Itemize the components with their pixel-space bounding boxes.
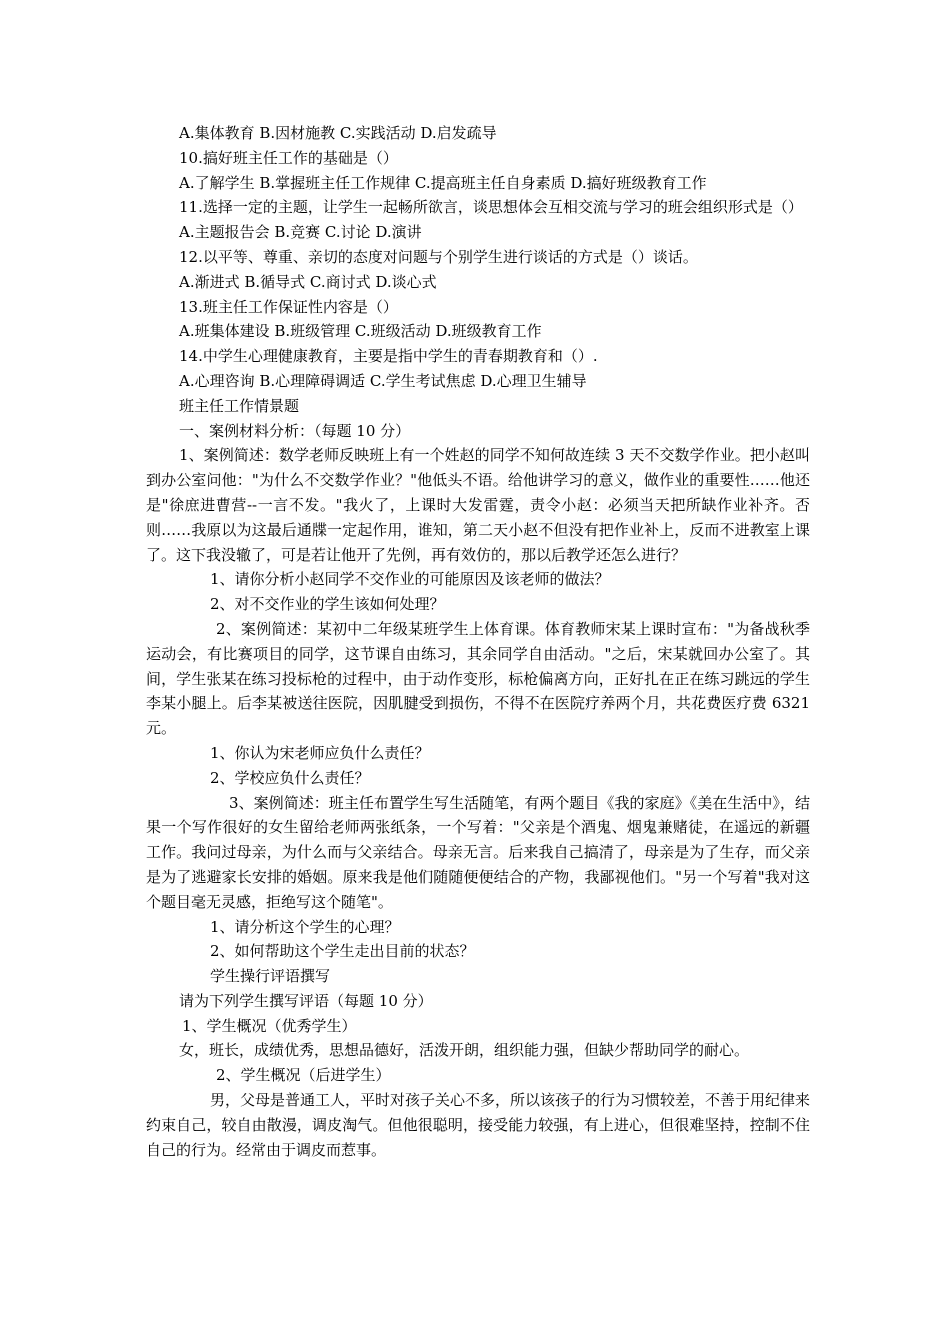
paragraph: 11.选择一定的主题，让学生一起畅所欲言，谈思想体会互相交流与学习的班会组织形式是（）	[179, 198, 803, 217]
paragraph: 男，父母是普通工人，平时对孩子关心不多，所以该孩子的行为习惯较差，不善于用纪律来约束自己，较自由散漫，调皮淘气。但他很聪明，接受能力较强，有上进心，但很难坚持，控制不住自己的行为。经常由于调皮而惹事。	[146, 1091, 811, 1159]
paragraph: A.心理咨询 B.心理障碍调适 C.学生考试焦虑 D.心理卫生辅导	[179, 371, 587, 390]
paragraph: 1、请分析这个学生的心理？	[210, 917, 400, 936]
paragraph: 一、案例材料分析：（每题 10 分）	[179, 421, 411, 440]
paragraph: 2、对不交作业的学生该如何处理？	[210, 595, 445, 614]
paragraph: A.渐进式 B.循导式 C.商讨式 D.谈心式	[179, 272, 437, 291]
paragraph: 2、案例简述：某初中二年级某班学生上体育课。体育教师宋某上课时宣布："为备战秋季运动会，有比赛项目的同学，这节课自由练习，其余同学自由活动。"之后，宋某就回办公室了。其间，学生张某在练习投标枪的过程中，由于动作变形，标枪偏离方向，正好扎在正在练习跳远的学生李某小腿上。后李某被送往医院，因肌腱受到损伤，不得不在医院疗养两个月，共花费医疗费 6321 元。	[146, 619, 810, 738]
paragraph: 学生操行评语撰写	[210, 967, 331, 986]
paragraph: 3、案例简述：班主任布置学生写生活随笔，有两个题目《我的家庭》《美在生活中》，结果一个写作很好的女生留给老师两张纸条，一个写着："父亲是个酒鬼、烟鬼兼赌徒，在遥远的新疆工作。我问过母亲，为什么而与父亲结合。母亲无言。后来我自己搞清了，母亲是为了生存，而父亲是为了逃避家长安排的婚姻。原来我是他们随随便便结合的产物，我鄙视他们。"另一个写着"我对这个题目毫无灵感，拒绝写这个随笔"。	[146, 793, 810, 911]
paragraph: 1、案例简述：数学老师反映班上有一个姓赵的同学不知何故连续 3 天不交数学作业。把小赵叫到办公室问他："为什么不交数学作业？"他低头不语。给他讲学习的意义，做作业的重要性……他还是"徐庶进曹营--一言不发。"我火了，上课时大发雷霆，责令小赵：必须当天把所缺作业补齐。否则……我原以为这最后通牒一定起作用，谁知，第二天小赵不但没有把作业补上，反而不进教室上课了。这下我没辙了，可是若让他开了先例，再有效仿的，那以后教学还怎么进行？	[146, 446, 810, 564]
paragraph: A.了解学生 B.掌握班主任工作规律 C.提高班主任自身素质 D.搞好班级教育工作	[179, 173, 707, 192]
paragraph: 班主任工作情景题	[179, 396, 300, 415]
paragraph: 14.中学生心理健康教育，主要是指中学生的青春期教育和（）.	[179, 347, 598, 366]
paragraph: 1、请你分析小赵同学不交作业的可能原因及该老师的做法？	[210, 570, 610, 589]
paragraph: 10.搞好班主任工作的基础是（）	[179, 148, 398, 167]
paragraph: A.集体教育 B.因材施教 C.实践活动 D.启发疏导	[179, 124, 497, 142]
paragraph: 女，班长，成绩优秀，思想品德好，活泼开朗，组织能力强，但缺少帮助同学的耐心。	[179, 1041, 750, 1060]
paragraph: A.主题报告会 B.竞赛 C.讨论 D.演讲	[179, 223, 422, 242]
paragraph: 13.班主任工作保证性内容是（）	[179, 297, 398, 316]
paragraph: 2、学校应负什么责任？	[210, 768, 370, 787]
paragraph: 请为下列学生撰写评语（每题 10 分）	[179, 991, 433, 1010]
paragraph: A.班集体建设 B.班级管理 C.班级活动 D.班级教育工作	[179, 322, 542, 341]
paragraph: 1、你认为宋老师应负什么责任？	[210, 743, 430, 762]
document-body	[146, 121, 810, 1162]
paragraph: 2、学生概况（后进学生）	[216, 1066, 391, 1085]
paragraph: 2、如何帮助这个学生走出目前的状态？	[210, 942, 475, 961]
paragraph: 1、学生概况（优秀学生）	[182, 1016, 357, 1035]
paragraph: 12.以平等、尊重、亲切的态度对问题与个别学生进行谈话的方式是（）谈话。	[179, 247, 698, 266]
